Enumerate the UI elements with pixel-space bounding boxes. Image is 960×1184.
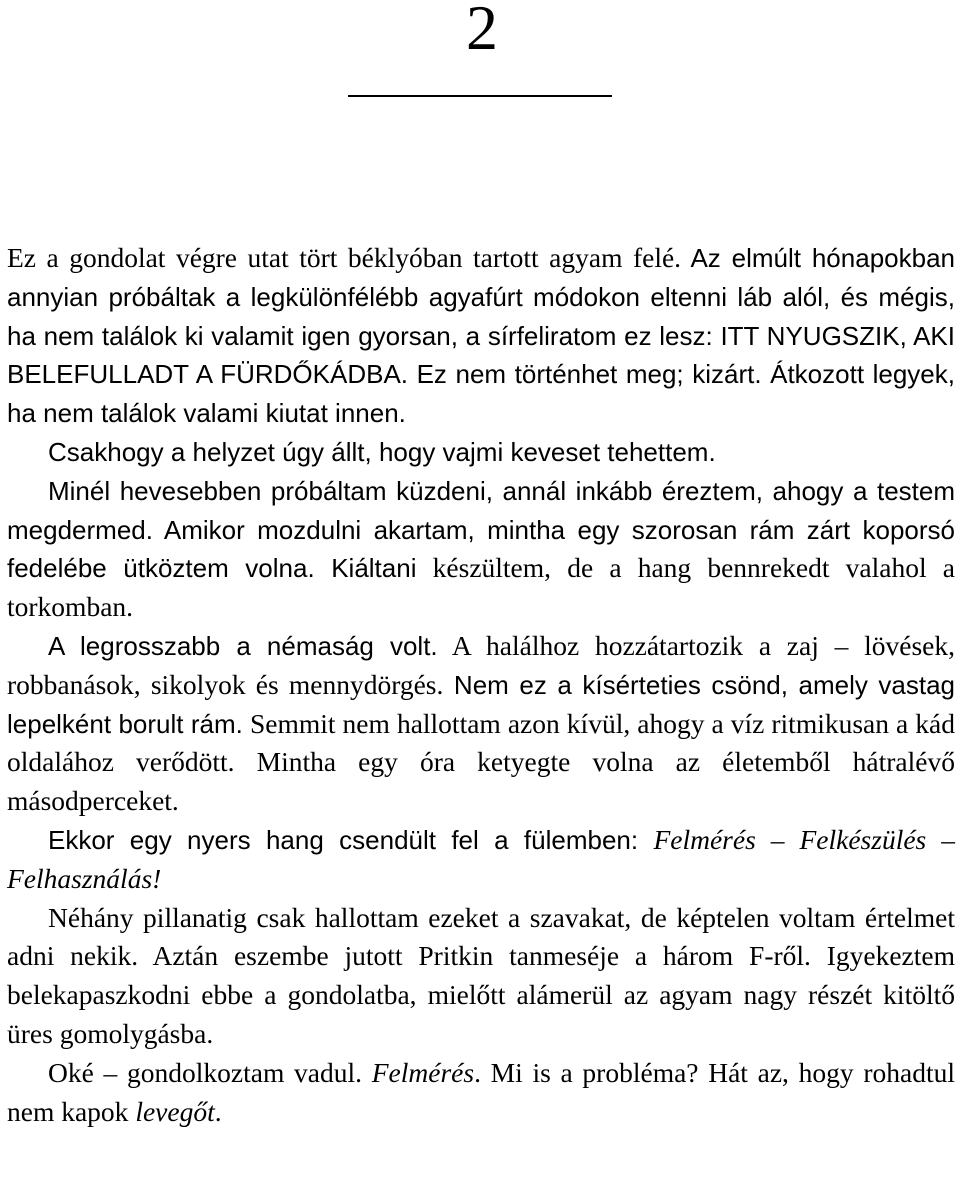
paragraph-7-part-b: Felmérés	[371, 1056, 475, 1088]
paragraph-4-part-c: Nem ez a kísérteties csönd, amely vastag lepelként borult rám.	[7, 669, 955, 739]
paragraph-2: Csakhogy a helyzet úgy állt, hogy vajmi keveset tehettem.	[48, 436, 716, 467]
chapter-header	[0, 0, 960, 120]
paragraph-7-part-a: Oké – gondolkoztam vadul.	[48, 1056, 372, 1088]
paragraph-7-part-e: .	[214, 1095, 222, 1127]
paragraph-6: Néhány pillanatig csak hallottam ezeket a szavakat, de képtelen voltam értelmet adni nekik. Aztán eszembe jutott Pritkin tanmeséje a három F-ről. Igyekeztem belekapaszkodni ebbe a gondolatba, mielőtt alámerül az agyam nagy részét kitöltő üres gomolygásba.	[7, 901, 955, 1049]
paragraph-1-part-b: Az elmúlt hónapokban annyian próbáltak a legkülönfélébb agyafúrt módokon eltenni láb alól, és mégis, ha nem találok ki valamit igen gyorsan, a sírfeliratom ez lesz: ITT NYUGSZIK, AKI BELEFULLADT A FÜRDŐKÁDBA. Ez nem történhet meg; kizárt. Átkozott legyek, ha nem találok valami kiutat innen.	[7, 243, 955, 429]
paragraph-3	[7, 472, 955, 627]
chapter-number: 2	[466, 0, 498, 63]
paragraph-4-part-d: Semmit nem hallottam azon kívül, ahogy a víz ritmikusan a kád oldalához verődött. Mintha egy óra ketyegte volna az életemből hátralévő másodperceket.	[7, 707, 956, 817]
paragraph-1	[7, 239, 955, 433]
paragraph-4	[7, 627, 955, 821]
paragraph-7-part-c: . Mi is a probléma? Hát az, hogy rohadtul nem kapok	[7, 1056, 955, 1127]
paragraph-5-part-a: Ekkor egy nyers hang csendült fel a fülemben:	[48, 824, 654, 855]
paragraph-1-part-a: Ez a gondolat végre utat tört béklyóban tartott agyam felé.	[7, 242, 682, 273]
chapter-divider	[348, 95, 612, 97]
paragraph-3-part-a: Minél hevesebben próbáltam küzdeni, annál inkább éreztem, ahogy a testem megdermed. Amikor mozdulni akartam, mintha egy szorosan rám zárt koporsó fedelébe ütköztem volna. Kiáltani	[7, 475, 955, 584]
paragraph-5	[7, 821, 955, 899]
paragraph-4-part-a: A legrosszabb a némaság volt.	[48, 630, 438, 661]
paragraph-4-part-b: A halálhoz hozzátartozik a zaj – lövések, robbanások, sikolyok és mennydörgés.	[7, 629, 955, 700]
paragraph-7-part-d: levegőt	[135, 1095, 215, 1127]
paragraph-3-part-b: készültem, de a hang bennrekedt valahol a torkomban.	[7, 552, 956, 623]
chapter-body	[7, 239, 955, 1131]
paragraph-5-part-b: Felmérés – Felkészülés – Felhasználás!	[7, 823, 956, 894]
paragraph-7	[7, 1054, 955, 1132]
